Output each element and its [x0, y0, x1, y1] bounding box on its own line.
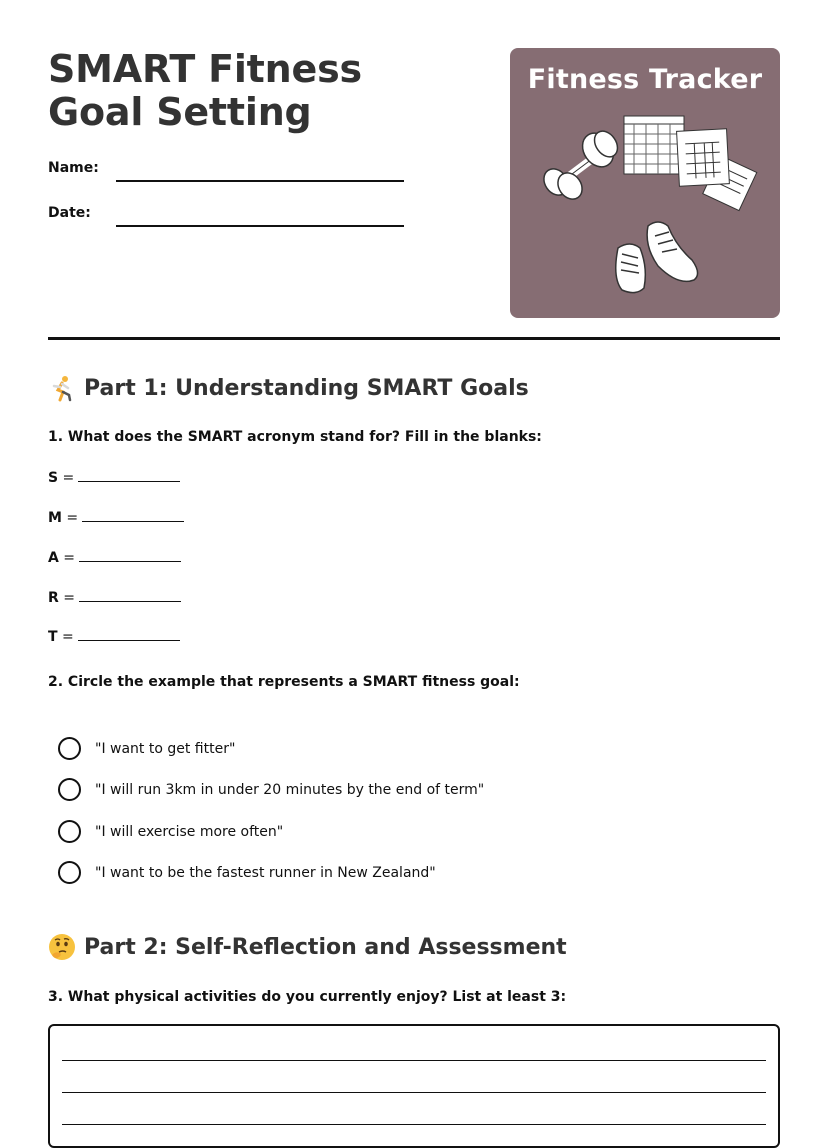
option-circle-icon[interactable] — [58, 778, 81, 801]
answer-line[interactable] — [62, 1092, 766, 1093]
question-3: 3. What physical activities do you currently enjoy? List at least 3: — [48, 989, 567, 1005]
part1-title — [48, 374, 529, 402]
part2-title — [48, 933, 567, 961]
runner-icon — [48, 374, 76, 402]
option-label: "I want to be the fastest runner in New Zealand" — [95, 864, 436, 881]
goal-option[interactable] — [58, 737, 235, 760]
fitness-tracker-banner — [510, 48, 780, 318]
acronym-row-a — [48, 550, 181, 566]
dumbbell-icon — [539, 127, 622, 204]
part2-title-text: Part 2: Self-Reflection and Assessment — [84, 934, 567, 960]
acronym-letter: M — [48, 510, 62, 526]
page-title: SMART Fitness Goal Setting — [48, 47, 362, 134]
option-label: "I will run 3km in under 20 minutes by the end of term" — [95, 781, 485, 798]
question-1: 1. What does the SMART acronym stand for? Fill in the blanks: — [48, 429, 542, 445]
option-label: "I will exercise more often" — [95, 823, 284, 840]
date-field[interactable] — [116, 225, 404, 227]
answer-line[interactable] — [62, 1124, 766, 1125]
banner-illustration — [510, 48, 780, 318]
acronym-row-s — [48, 470, 180, 486]
thinking-face-icon — [48, 933, 76, 961]
acronym-row-t — [48, 629, 180, 645]
name-field[interactable] — [116, 180, 404, 182]
section-divider — [48, 337, 780, 340]
acronym-letter: R — [48, 590, 59, 606]
goal-option[interactable] — [58, 861, 436, 884]
acronym-row-r — [48, 590, 181, 606]
option-circle-icon[interactable] — [58, 820, 81, 843]
answer-blank-r[interactable] — [79, 591, 181, 602]
answer-blank-m[interactable] — [82, 511, 184, 522]
question-2: 2. Circle the example that represents a SMART fitness goal: — [48, 674, 520, 690]
equals-sign: = — [62, 470, 75, 486]
option-label: "I want to get fitter" — [95, 740, 236, 757]
goal-option[interactable] — [58, 820, 283, 843]
equals-sign: = — [63, 590, 75, 606]
equals-sign: = — [66, 510, 79, 526]
acronym-row-m — [48, 510, 184, 526]
equals-sign: = — [62, 629, 74, 645]
answer-box[interactable] — [48, 1024, 780, 1148]
answer-blank-a[interactable] — [79, 551, 181, 562]
date-label: Date: — [48, 205, 91, 221]
sneakers-icon — [616, 222, 698, 293]
acronym-letter: S — [48, 470, 59, 486]
tracker-sheet-icon — [624, 116, 757, 211]
equals-sign: = — [63, 550, 76, 566]
banner-title: Fitness Tracker — [527, 64, 763, 95]
answer-blank-t[interactable] — [78, 630, 180, 641]
option-circle-icon[interactable] — [58, 861, 81, 884]
answer-blank-s[interactable] — [78, 471, 180, 482]
acronym-letter: T — [48, 629, 58, 645]
acronym-letter: A — [48, 550, 59, 566]
answer-line[interactable] — [62, 1060, 766, 1061]
part1-title-text: Part 1: Understanding SMART Goals — [84, 375, 529, 401]
option-circle-icon[interactable] — [58, 737, 81, 760]
goal-option[interactable] — [58, 778, 484, 801]
name-label: Name: — [48, 160, 99, 176]
